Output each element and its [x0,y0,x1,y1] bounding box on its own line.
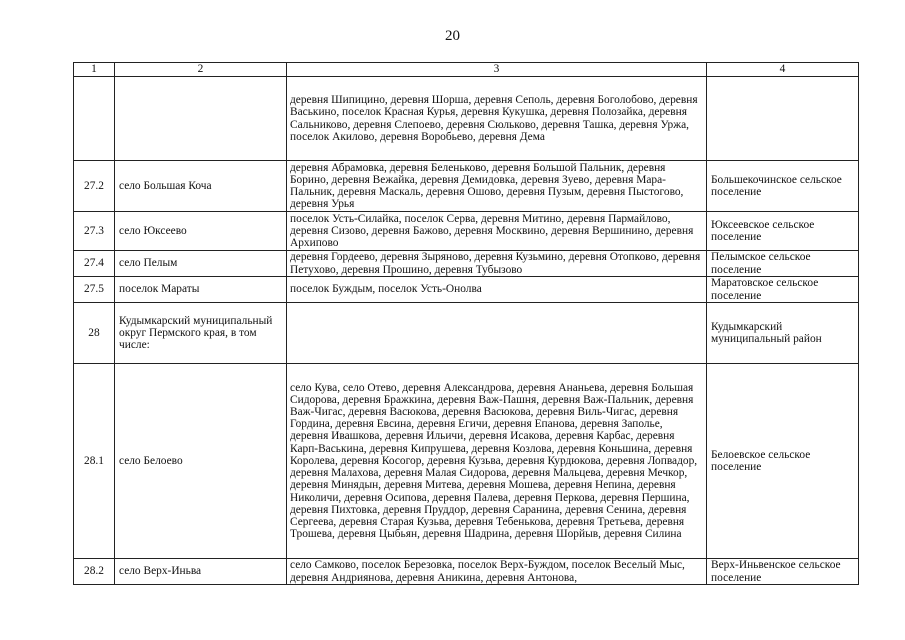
table-row [74,212,859,251]
table-row [74,364,859,559]
settlement-name: Маратовское сельское поселение [707,277,859,303]
table-row [74,77,859,161]
header-col-2: 2 [115,63,287,77]
table-row [74,559,859,585]
settlement-name: Юксеевское сельское поселение [707,212,859,251]
locality-name: село Пелым [115,251,287,277]
settlement-name: Большекочинское сельское поселение [707,161,859,212]
table-row [74,277,859,303]
locality-name: поселок Мараты [115,277,287,303]
locality-name: село Юксеево [115,212,287,251]
locality-name: село Белоево [115,364,287,559]
villages-list: деревня Шипицино, деревня Шорша, деревня Сеполь, деревня Боголобово, деревня Васькино, поселок Красная Курья, деревня Кукушка, деревня Полозайка, деревня Сальниково, деревня Слепоево, деревня Сюльково, деревня Ташка, деревня Уржа, поселок Акилово, деревня Воробьево, деревня Дема [287,77,707,161]
settlement-name [707,77,859,161]
table-row [74,161,859,212]
villages-list: село Самково, поселок Березовка, поселок Верх-Буждом, поселок Веселый Мыс, деревня Андриянова, деревня Аникина, деревня Антонова, [287,559,707,585]
locality-name: село Верх-Иньва [115,559,287,585]
villages-list: деревня Абрамовка, деревня Беленьково, деревня Большой Пальник, деревня Борино, деревня Вежайка, деревня Демидовка, деревня Зуево, деревня Мара-Пальник, деревня Маскаль, деревня Ошово, деревня Пузым, деревня Пыстогово, деревня Урья [287,161,707,212]
row-number: 27.5 [74,277,115,303]
settlement-name: Белоевское сельское поселение [707,364,859,559]
villages-list: поселок Усть-Силайка, поселок Серва, деревня Митино, деревня Пармайлово, деревня Сизово, деревня Бажово, деревня Москвино, деревня Вершинино, деревня Архипово [287,212,707,251]
settlement-name: Кудымкарский муниципальный район [707,303,859,364]
header-col-1: 1 [74,63,115,77]
row-number [74,77,115,161]
row-number: 27.4 [74,251,115,277]
header-col-4: 4 [707,63,859,77]
row-number: 28 [74,303,115,364]
row-number: 27.2 [74,161,115,212]
page-number: 20 [445,28,460,44]
settlement-name: Пелымское сельское поселение [707,251,859,277]
villages-list: деревня Гордеево, деревня Зыряново, деревня Кузьмино, деревня Отопково, деревня Петухово, деревня Прошино, деревня Тубызово [287,251,707,277]
settlement-name: Верх-Иньвенское сельское поселение [707,559,859,585]
locality-name [115,77,287,161]
header-col-3: 3 [287,63,707,77]
villages-list: поселок Буждым, поселок Усть-Онолва [287,277,707,303]
table-header-row [74,63,859,77]
villages-list [287,303,707,364]
locality-name: село Большая Коча [115,161,287,212]
settlements-table [73,62,859,585]
table-row [74,303,859,364]
row-number: 28.2 [74,559,115,585]
row-number: 27.3 [74,212,115,251]
villages-list: село Кува, село Отево, деревня Александрова, деревня Ананьева, деревня Большая Сидорова, деревня Бражкина, деревня Важ-Пашня, деревня Важ-Пальник, деревня Важ-Чигас, деревня Васюкова, деревня Васюкова, деревня Виль-Чигас, деревня Гордина, деревня Евсина, деревня Егичи, деревня Епанова, деревня Заполье, деревня Ивашкова, деревня Ильичи, деревня Исакова, деревня Карбас, деревня Карп-Васькина, деревня Кипрушева, деревня Козлова, деревня Коньшина, деревня Королева, деревня Косогор, деревня Кузьва, деревня Курдюкова, деревня Лопвадор, деревня Малахова, деревня Малая Сидорова, деревня Мальцева, деревня Мечкор, деревня Минядын, деревня Митева, деревня Мошева, деревня Непина, деревня Николичи, деревня Осипова, деревня Палева, деревня Перкова, деревня Першина, деревня Пихтовка, деревня Пруддор, деревня Саранина, деревня Сенина, деревня Сергеева, деревня Старая Кузьва, деревня Тебенькова, деревня Третьева, деревня Трошева, деревня Цыбьян, деревня Шадрина, деревня Шорйыв, деревня Силина [287,364,707,559]
table-row [74,251,859,277]
row-number: 28.1 [74,364,115,559]
locality-name: Кудымкарский муниципальный округ Пермского края, в том числе: [115,303,287,364]
